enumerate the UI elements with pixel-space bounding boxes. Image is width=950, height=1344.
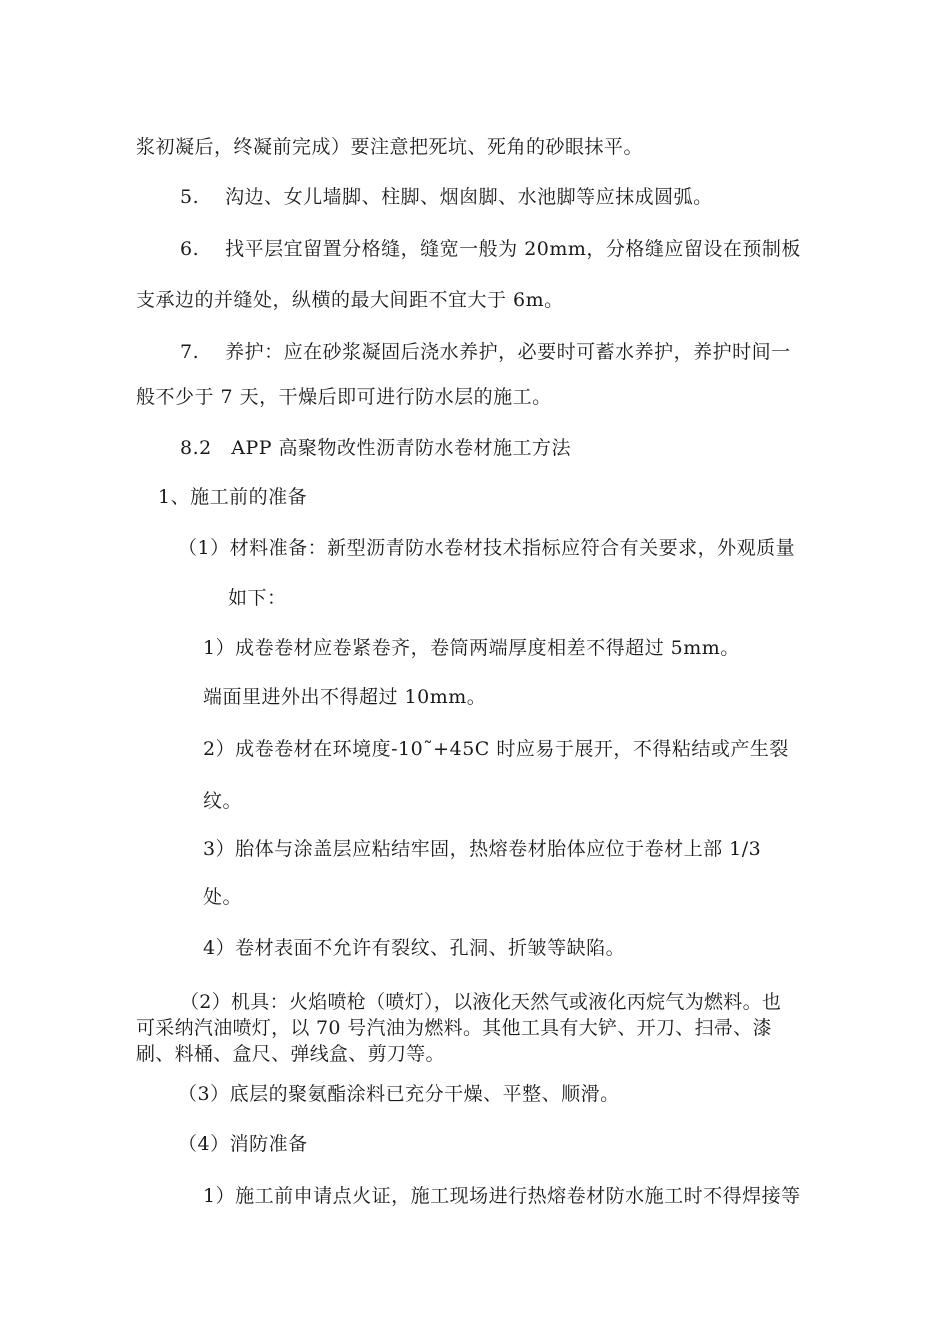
subsection-heading: 1、施工前的准备 bbox=[158, 486, 308, 508]
section-heading: 8.2 APP 高聚物改性沥青防水卷材施工方法 bbox=[180, 437, 572, 459]
text-line: 处。 bbox=[203, 886, 243, 908]
list-item-7: 7. 养护：应在砂浆凝固后浇水养护，必要时可蓄水养护，养护时间一 bbox=[180, 341, 791, 363]
text-line: 支承边的并缝处，纵横的最大间距不宜大于 6m。 bbox=[136, 289, 564, 311]
list-item-4-1: 1）施工前申请点火证，施工现场进行热熔卷材防水施工时不得焊接等 bbox=[203, 1185, 801, 1207]
list-item-1-2: 2）成卷卷材在环境度-10˜+45C 时应易于展开，不得粘结或产生裂 bbox=[203, 738, 789, 760]
text-line: 如下： bbox=[228, 587, 287, 609]
text-line: 可采纳汽油喷灯，以 70 号汽油为燃料。其他工具有大铲、开刀、扫帚、漆 bbox=[136, 1017, 772, 1039]
list-item-1-1: 1）成卷卷材应卷紧卷齐，卷筒两端厚度相差不得超过 5mm。 bbox=[203, 637, 740, 659]
text-line: 端面里进外出不得超过 10mm。 bbox=[203, 686, 487, 708]
list-item-1-4: 4）卷材表面不允许有裂纹、孔洞、折皱等缺陷。 bbox=[203, 937, 626, 959]
list-item-4: （4）消防准备 bbox=[178, 1133, 308, 1155]
list-item-3: （3）底层的聚氨酯涂料已充分干燥、平整、顺滑。 bbox=[178, 1083, 620, 1105]
list-item-5: 5. 沟边、女儿墙脚、柱脚、烟囱脚、水池脚等应抹成圆弧。 bbox=[180, 186, 713, 208]
list-item-6: 6. 找平层宜留置分格缝，缝宽一般为 20mm，分格缝应留设在预制板 bbox=[180, 238, 801, 260]
list-item-2: （2）机具：火焰喷枪（喷灯），以液化天然气或液化丙烷气为燃料。也 bbox=[180, 991, 782, 1013]
text-line: 纹。 bbox=[203, 790, 243, 812]
list-item-1-3: 3）胎体与涂盖层应粘结牢固，热熔卷材胎体应位于卷材上部 1/3 bbox=[203, 838, 762, 860]
text-line: 刷、料桶、盒尺、弹线盒、剪刀等。 bbox=[136, 1043, 445, 1065]
list-item-1: （1）材料准备：新型沥青防水卷材技术指标应符合有关要求，外观质量 bbox=[178, 537, 796, 559]
text-line: 般不少于 7 天，干燥后即可进行防水层的施工。 bbox=[136, 386, 552, 408]
text-line: 浆初凝后，终凝前完成）要注意把死坑、死角的砂眼抹平。 bbox=[136, 136, 644, 158]
